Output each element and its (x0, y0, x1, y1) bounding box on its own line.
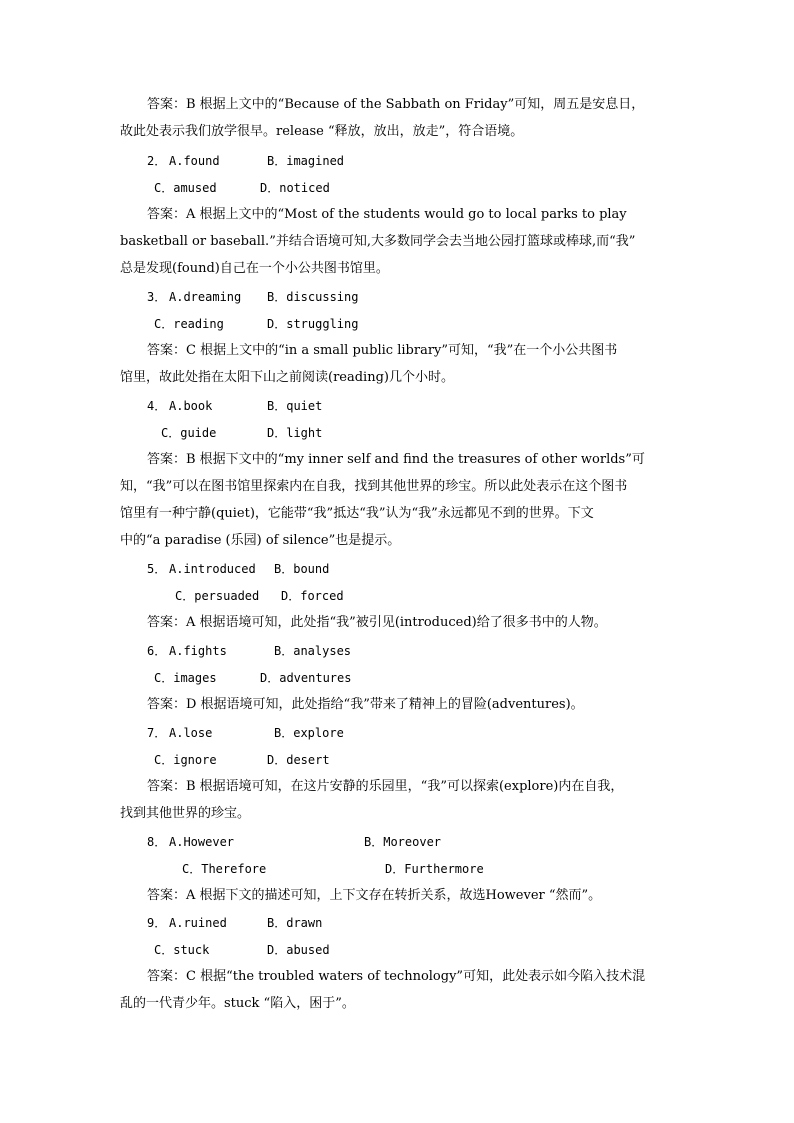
question-8-option-a: A.However (169, 835, 235, 849)
answer-2-line-3: 总是发现(found)自己在一个小公共图书馆里。 (120, 261, 389, 276)
answer-2-line-2: basketball or baseball.”并结合语境可知,大多数同学会去当地公园打篮球或棒球,而“我” (120, 234, 636, 249)
answer-9-line-2: 乱的一代青少年。stuck “陷入，困于”。 (120, 996, 355, 1011)
question-4-option-c: C．guide (161, 426, 217, 440)
question-7-option-b: B．explore (274, 726, 344, 740)
question-5-option-b: B．bound (274, 562, 330, 576)
answer-3-line-2: 馆里，故此处指在太阳下山之前阅读(reading)几个小时。 (120, 370, 454, 385)
answer-7-line-2: 找到其他世界的珍宝。 (120, 806, 251, 821)
answer-8-line-1: 答案：A 根据下文的描述可知，上下文存在转折关系，故选However “然而”。 (147, 888, 602, 903)
answer-3-line-1: 答案：C 根据上文中的“in a small public library”可知，“我”在一个小公共图书 (147, 343, 618, 358)
question-9-option-a: A.ruined (169, 916, 227, 930)
question-5-option-d: D．forced (281, 589, 344, 603)
question-3-option-a: A.dreaming (169, 290, 242, 304)
question-2-option-b: B．imagined (267, 154, 345, 168)
question-3-number: 3． (147, 290, 167, 304)
question-7-option-c: C．ignore (154, 753, 217, 767)
question-8-option-c: C．Therefore (182, 862, 267, 876)
question-2-number: 2． (147, 154, 167, 168)
question-5-option-c: C．persuaded (175, 589, 260, 603)
question-7-option-d: D．desert (267, 753, 330, 767)
answer-4-line-2: 知，“我”可以在图书馆里探索内在自我，找到其他世界的珍宝。所以此处表示在这个图书 (120, 479, 628, 494)
question-7-option-a: A.lose (169, 726, 213, 740)
question-9-number: 9． (147, 916, 167, 930)
question-6-option-c: C．images (154, 671, 217, 685)
answer-2-line-1: 答案：A 根据上文中的“Most of the students would go to local parks to play (147, 207, 627, 222)
question-5-option-a: A.introduced (169, 562, 256, 576)
question-3-option-b: B．discussing (267, 290, 359, 304)
answer-4-line-3: 馆里有一种宁静(quiet)，它能带“我”抵达“我”认为“我”永远都见不到的世界。下文 (120, 506, 594, 521)
question-6-option-b: B．analyses (274, 644, 352, 658)
question-2-option-c: C．amused (154, 181, 217, 195)
question-5-number: 5． (147, 562, 167, 576)
answer-6-line-1: 答案：D 根据语境可知，此处指给“我”带来了精神上的冒险(adventures)。 (147, 697, 584, 712)
question-7-number: 7． (147, 726, 167, 740)
question-6-number: 6． (147, 644, 167, 658)
answer-9-line-1: 答案：C 根据“the troubled waters of technology”可知，此处表示如今陷入技术混 (147, 969, 646, 984)
question-4-option-b: B．quiet (267, 399, 323, 413)
question-4-option-a: A.book (169, 399, 213, 413)
question-9-option-d: D．abused (267, 943, 330, 957)
answer-1-line-1: 答案：B 根据上文中的“Because of the Sabbath on Friday”可知，周五是安息日， (147, 97, 645, 112)
answer-1-line-2: 故此处表示我们放学很早。release “释放，放出，放走”，符合语境。 (120, 124, 524, 139)
question-4-number: 4． (147, 399, 167, 413)
answer-4-line-1: 答案：B 根据下文中的“my inner self and find the treasures of other worlds”可 (147, 452, 645, 467)
answer-4-line-4: 中的“a paradise (乐园) of silence”也是提示。 (120, 533, 401, 548)
question-6-option-d: D．adventures (260, 671, 352, 685)
question-3-option-c: C．reading (154, 317, 224, 331)
question-8-option-b: B．Moreover (364, 835, 442, 849)
question-2-option-a: A.found (169, 154, 220, 168)
question-4-option-d: D．light (267, 426, 323, 440)
question-8-number: 8． (147, 835, 167, 849)
answer-5-line-1: 答案：A 根据语境可知，此处指“我”被引见(introduced)给了很多书中的人物。 (147, 615, 607, 630)
question-9-option-b: B．drawn (267, 916, 323, 930)
question-9-option-c: C．stuck (154, 943, 210, 957)
answer-7-line-1: 答案：B 根据语境可知，在这片安静的乐园里，“我”可以探索(explore)内在自我， (147, 779, 624, 794)
question-6-option-a: A.fights (169, 644, 227, 658)
question-8-option-d: D．Furthermore (385, 862, 484, 876)
question-2-option-d: D．noticed (260, 181, 330, 195)
question-3-option-d: D．struggling (267, 317, 359, 331)
